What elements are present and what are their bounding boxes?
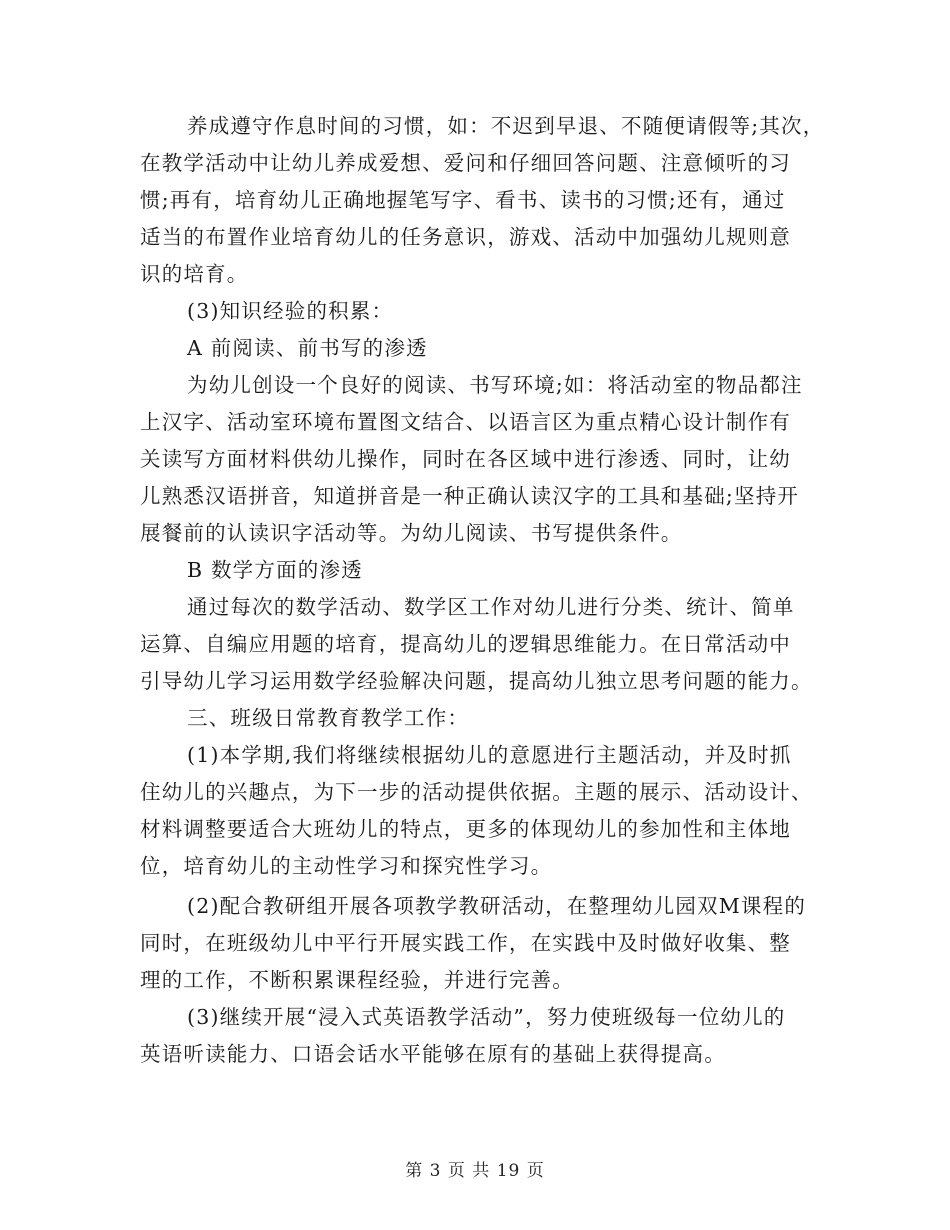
text-line: 住幼儿的兴趣点，为下一步的活动提供依据。主题的展示、活动设计、: [140, 780, 813, 804]
section-heading: (3)知识经验的积累：: [187, 299, 394, 323]
text-line: 识的培育。: [140, 262, 249, 286]
page-number-footer: 第 3 页 共 19 页: [405, 1161, 545, 1181]
text-line: 关读写方面材料供幼儿操作，同时在各区域中进行渗透、同时，让幼: [140, 447, 791, 471]
text-line: 理的工作，不断积累课程经验，并进行完善。: [140, 968, 574, 992]
text-line: 引导幼儿学习运用数学经验解决问题，提高幼儿独立思考问题的能力。: [140, 669, 813, 693]
text-line: 为幼儿创设一个良好的阅读、书写环境;如：将活动室的物品都注: [187, 373, 803, 397]
subsection-heading: B 数学方面的渗透: [187, 558, 363, 582]
text-line: (2)配合教研组开展各项教学教研活动，在整理幼儿园双M课程的: [187, 894, 807, 918]
text-line: 英语听读能力、口语会话水平能够在原有的基础上获得提高。: [140, 1042, 726, 1066]
text-line: (3)继续开展“浸入式英语教学活动”，努力使班级每一位幼儿的: [187, 1005, 786, 1029]
text-line: 位，培育幼儿的主动性学习和探究性学习。: [140, 854, 553, 878]
text-line: 上汉字、活动室环境布置图文结合、以语言区为重点精心设计制作有: [140, 410, 791, 434]
text-line: (1)本学期,我们将继续根据幼儿的意愿进行主题活动，并及时抓: [187, 743, 792, 767]
text-line: 运算、自编应用题的培育，提高幼儿的逻辑思维能力。在日常活动中: [140, 632, 791, 656]
text-line: 在教学活动中让幼儿养成爱想、爱问和仔细回答问题、注意倾听的习: [140, 151, 791, 175]
text-line: 惯;再有，培育幼儿正确地握笔写字、看书、读书的习惯;还有，通过: [140, 188, 786, 212]
text-line: 通过每次的数学活动、数学区工作对幼儿进行分类、统计、简单: [187, 595, 795, 619]
section-heading: 三、班级日常教育教学工作：: [187, 706, 470, 730]
text-line: 展餐前的认读识字活动等。为幼儿阅读、书写提供条件。: [140, 521, 683, 545]
text-line: 同时，在班级幼儿中平行开展实践工作，在实践中及时做好收集、整: [140, 931, 791, 955]
text-line: 适当的布置作业培育幼儿的任务意识，游戏、活动中加强幼儿规则意: [140, 225, 791, 249]
text-line: 养成遵守作息时间的习惯，如：不迟到早退、不随便请假等;其次，: [187, 114, 825, 138]
subsection-heading: A 前阅读、前书写的渗透: [187, 336, 428, 360]
text-line: 材料调整要适合大班幼儿的特点，更多的体现幼儿的参加性和主体地: [140, 817, 791, 841]
text-line: 儿熟悉汉语拼音，知道拼音是一种正确认读汉字的工具和基础;坚持开: [140, 484, 800, 508]
